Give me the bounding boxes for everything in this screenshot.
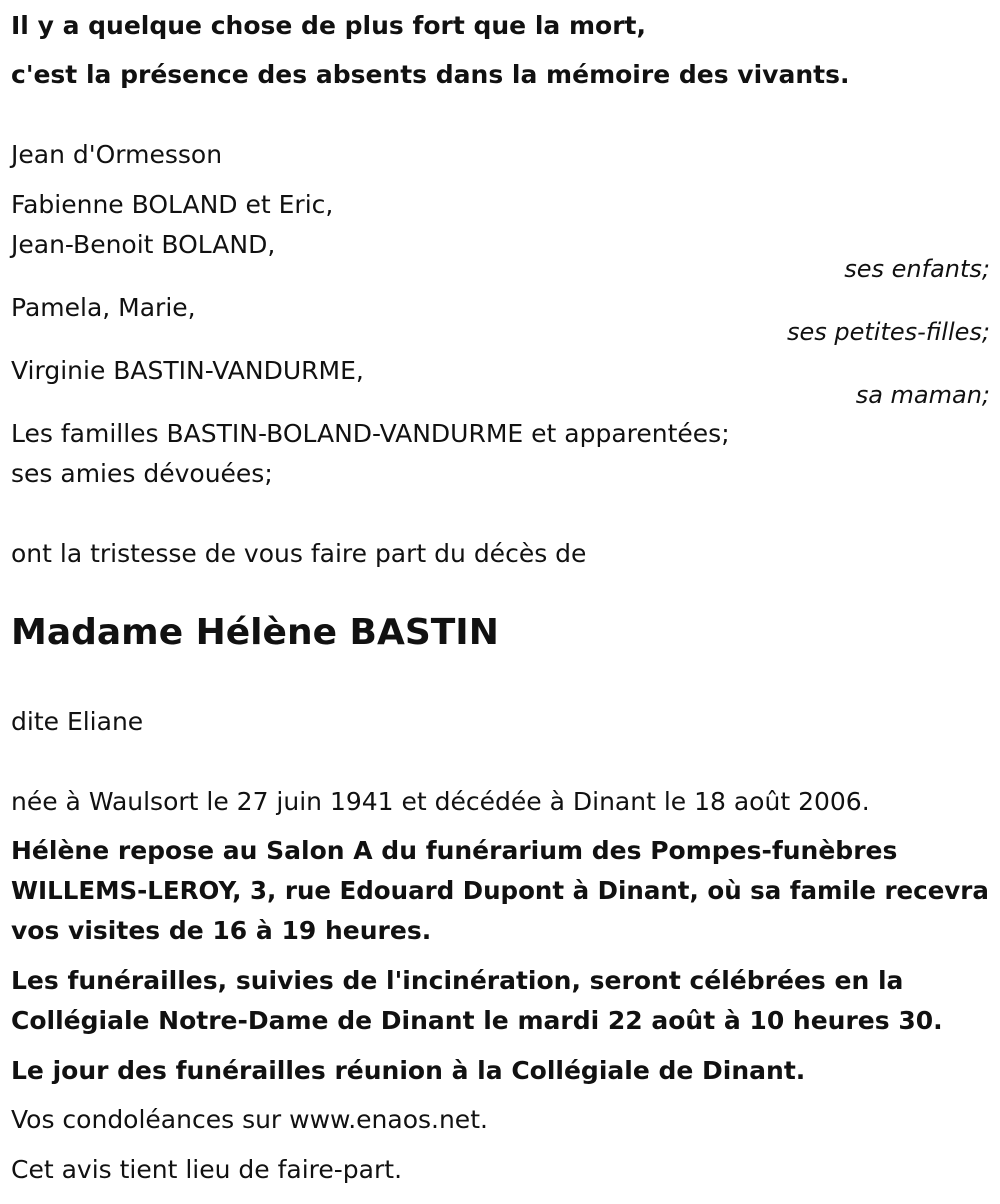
- nickname: dite Eliane: [11, 707, 144, 736]
- condolences-line: Vos condoléances sur www.enaos.net.: [11, 1105, 488, 1134]
- quote-line-2: c'est la présence des absents dans la mémoire des vivants.: [11, 60, 850, 89]
- grandchildren-role: ses petites-filles;: [786, 318, 990, 346]
- mother-role: sa maman;: [855, 381, 990, 409]
- children-role: ses enfants;: [844, 255, 990, 283]
- visitation-line-1: Hélène repose au Salon A du funérarium des Pompes-funèbres: [11, 836, 898, 865]
- notice-line: Cet avis tient lieu de faire-part.: [11, 1155, 403, 1184]
- quote-author: Jean d'Ormesson: [11, 140, 223, 169]
- mother: Virginie BASTIN-VANDURME,: [11, 356, 364, 385]
- visitation-line-2: WILLEMS-LEROY, 3, rue Edouard Dupont à Dinant, où sa famile recevra: [11, 876, 989, 905]
- grandchildren: Pamela, Marie,: [11, 293, 196, 322]
- birth-death: née à Waulsort le 27 juin 1941 et décédée à Dinant le 18 août 2006.: [11, 787, 870, 816]
- deceased-name: Madame Hélène BASTIN: [11, 612, 499, 653]
- funeral-line-1: Les funérailles, suivies de l'incinération, seront célébrées en la: [11, 966, 904, 995]
- meeting-line: Le jour des funérailles réunion à la Collégiale de Dinant.: [11, 1056, 806, 1085]
- funeral-line-2: Collégiale Notre-Dame de Dinant le mardi 22 août à 10 heures 30.: [11, 1006, 943, 1035]
- announcement-intro: ont la tristesse de vous faire part du décès de: [11, 539, 587, 568]
- visitation-line-3: vos visites de 16 à 19 heures.: [11, 916, 432, 945]
- friends-line: ses amies dévouées;: [11, 459, 273, 488]
- children-line-1: Fabienne BOLAND et Eric,: [11, 190, 334, 219]
- families-line: Les familles BASTIN-BOLAND-VANDURME et apparentées;: [11, 419, 730, 448]
- children-line-2: Jean-Benoit BOLAND,: [11, 230, 276, 259]
- quote-line-1: Il y a quelque chose de plus fort que la mort,: [11, 11, 646, 40]
